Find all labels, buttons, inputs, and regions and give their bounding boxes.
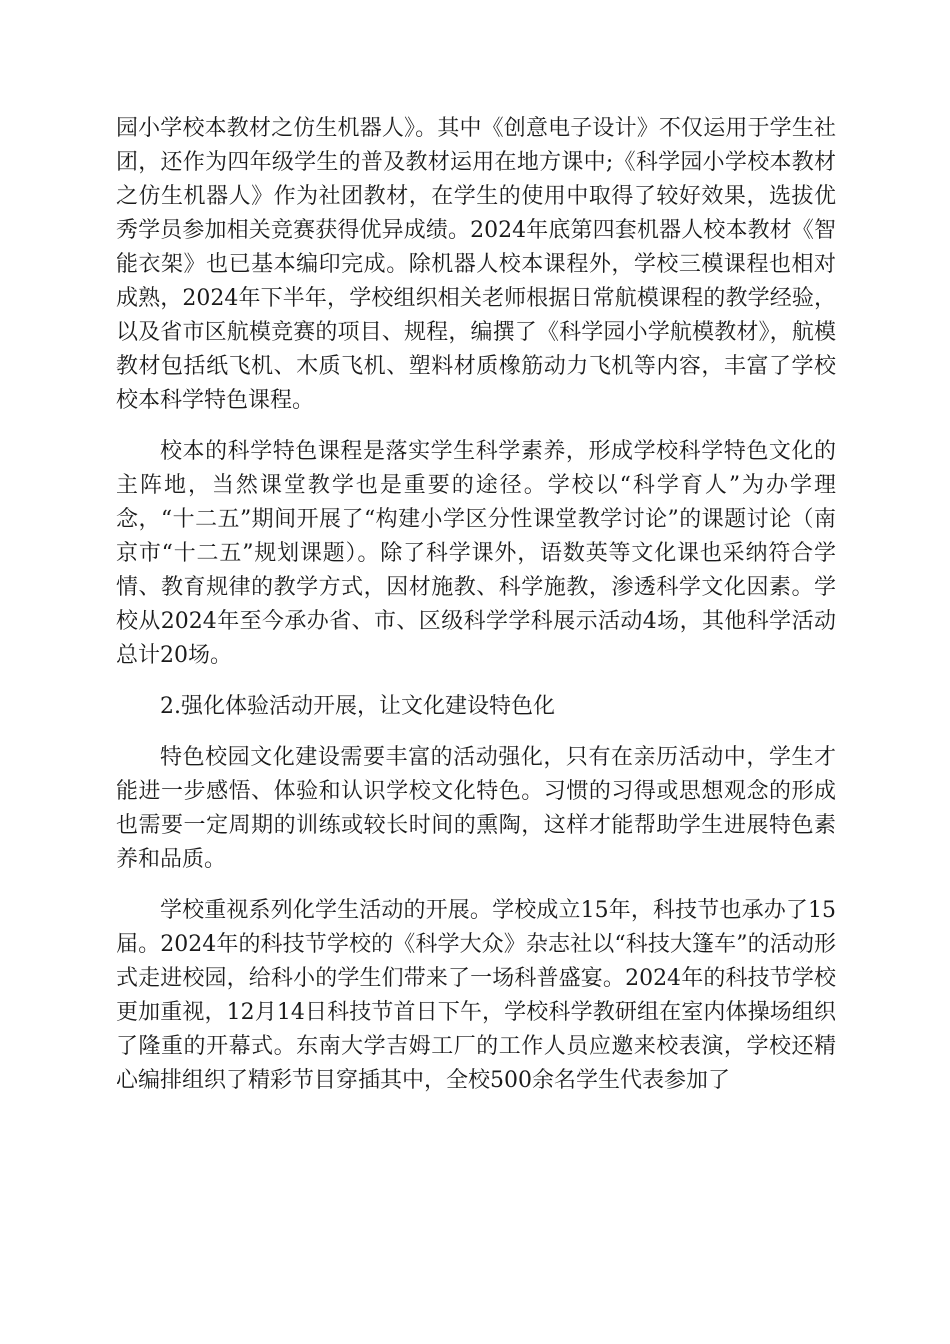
document-body — [116, 112, 836, 1115]
paragraph-campus-culture: 特色校园文化建设需要丰富的活动强化，只有在亲历活动中，学生才能进一步感悟、体验和认识学校文化特色。习惯的习得或思想观念的形成也需要一定周期的训练或较长时间的熏陶，这样才能帮助学生进展特色素养和品质。 — [116, 745, 836, 872]
paragraph-science-courses: 校本的科学特色课程是落实学生科学素养，形成学校科学特色文化的主阵地，当然课堂教学也是重要的途径。学校以“科学育人”为办学理念，“十二五”期间开展了“构建小学区分性课堂教学讨论”的课题讨论（南京市“十二五”规划课题）。除了科学课外，语数英等文化课也采纳符合学情、教育规律的教学方式，因材施教、科学施教，渗透科学文化因素。学校从2024年至今承办省、市、区级科学学科展示活动4场，其他科学活动总计20场。 — [116, 439, 836, 668]
section-heading-activities: 2.强化体验活动开展，让文化建设特色化 — [160, 694, 555, 719]
paragraph-science-festival: 学校重视系列化学生活动的开展。学校成立15年，科技节也承办了15届。2024年的科技节学校的《科学大众》杂志社以“科技大篷车”的活动形式走进校园，给科小的学生们带来了一场科普盛宴。2024年的科技节学校更加重视，12月14日科技节首日下午，学校科学教研组在室内体操场组织了隆重的开幕式。东南大学吉姆工厂的工作人员应邀来校表演，学校还精心编排组织了精彩节目穿插其中，全校500余名学生代表参加了 — [116, 898, 836, 1093]
paragraph-curriculum-materials: 园小学校本教材之仿生机器人》。其中《创意电子设计》不仅运用于学生社团，还作为四年级学生的普及教材运用在地方课中;《科学园小学校本教材之仿生机器人》作为社团教材，在学生的使用中取得了较好效果，选拔优秀学员参加相关竞赛获得优异成绩。2024年底第四套机器人校本教材《智能衣架》也已基本编印完成。除机器人校本课程外，学校三模课程也相对成熟，2024年下半年，学校组织相关老师根据日常航模课程的教学经验，以及省市区航模竞赛的项目、规程，编撰了《科学园小学航模教材》，航模教材包括纸飞机、木质飞机、塑料材质橡筋动力飞机等内容，丰富了学校校本科学特色课程。 — [116, 116, 836, 413]
